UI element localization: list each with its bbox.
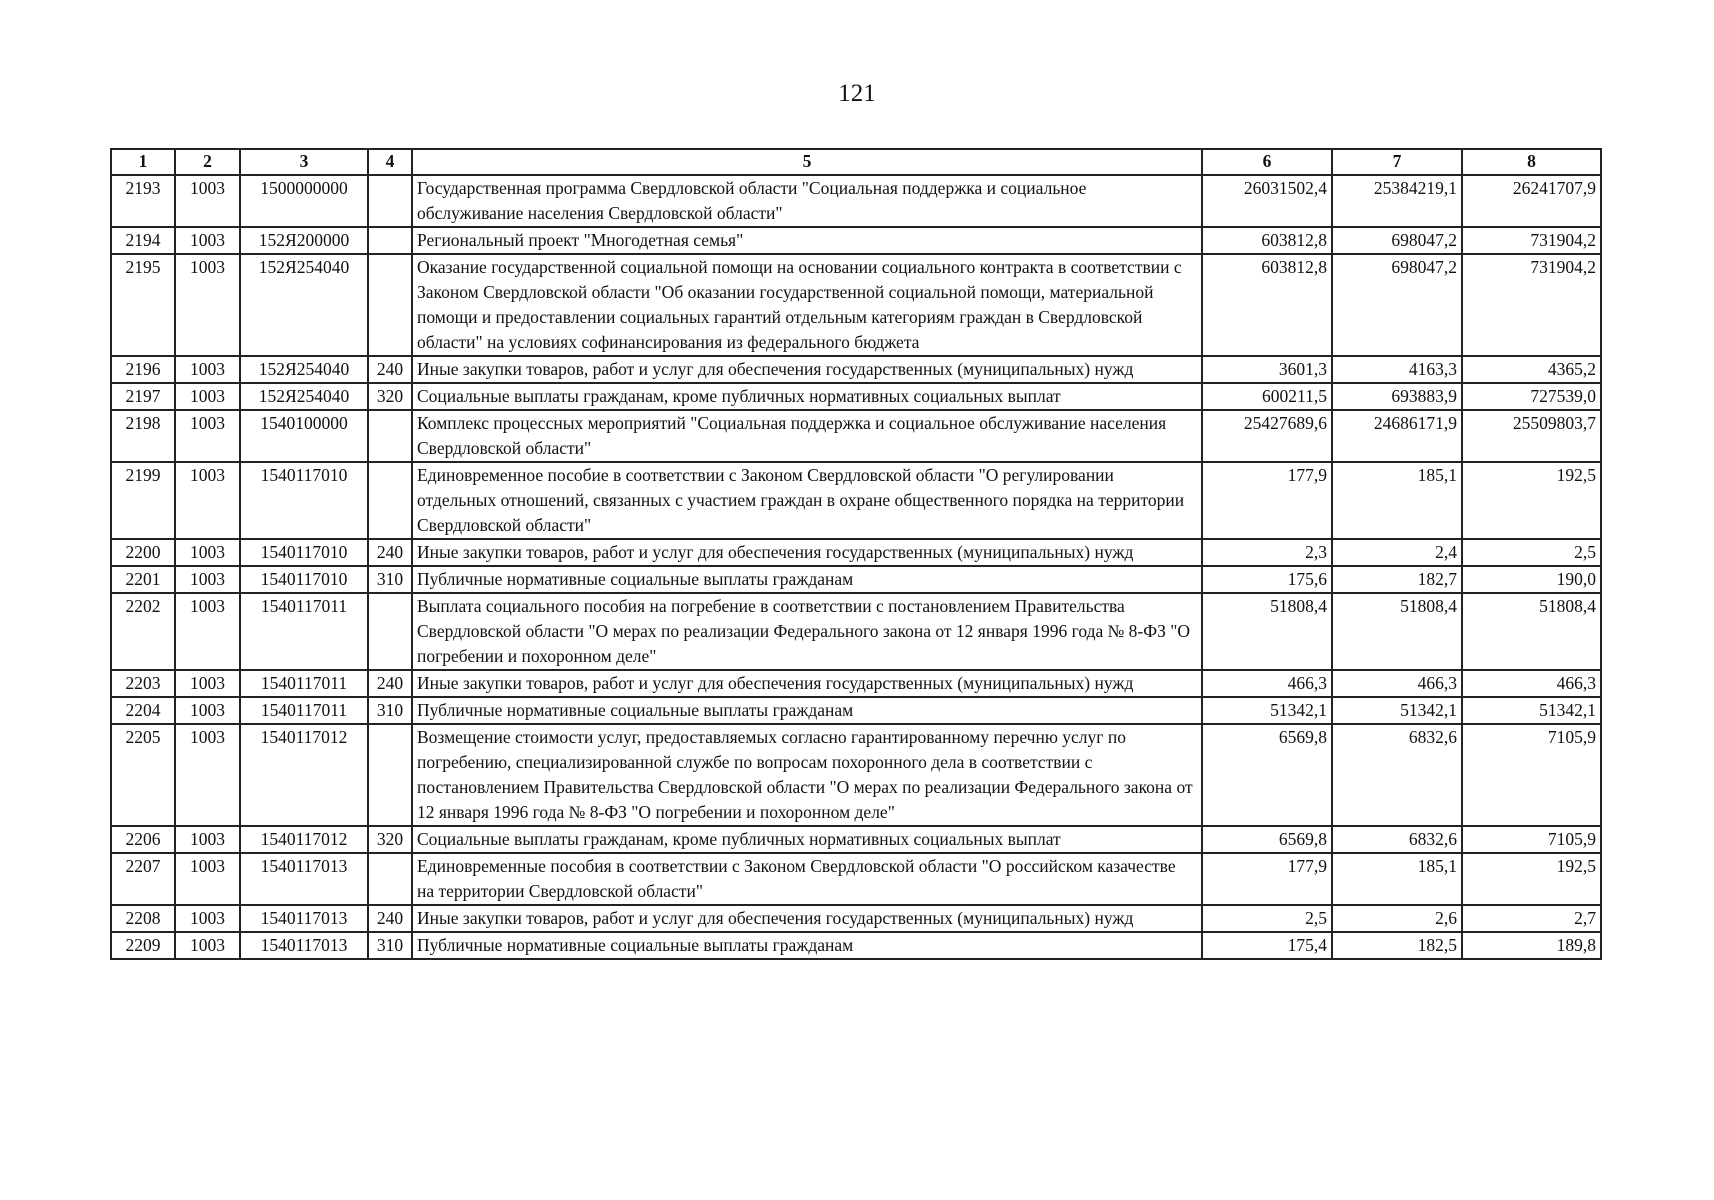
expense-type-cell: 240 xyxy=(368,539,412,566)
section-code-cell: 1003 xyxy=(175,462,240,539)
table-row xyxy=(111,905,1601,932)
table-row xyxy=(111,175,1601,227)
row-number-cell: 2204 xyxy=(111,697,175,724)
description-cell: Комплекс процессных мероприятий "Социальная поддержка и социальное обслуживание населения Свердловской области" xyxy=(412,410,1202,462)
header-cell: 1 xyxy=(111,149,175,175)
header-cell: 6 xyxy=(1202,149,1332,175)
description-cell: Оказание государственной социальной помощи на основании социального контракта в соответствии с Законом Свердловской области "Об оказании государственной социальной помощи, материальной помощи и предоставлении социальных гарантий отдельным категориям граждан в Свердловской области" на условиях софинансирования из федерального бюджета xyxy=(412,254,1202,356)
table-row xyxy=(111,383,1601,410)
table-row xyxy=(111,410,1601,462)
section-code-cell: 1003 xyxy=(175,932,240,959)
amount-col8-cell: 25509803,7 xyxy=(1462,410,1601,462)
amount-col8-cell: 189,8 xyxy=(1462,932,1601,959)
table-row xyxy=(111,697,1601,724)
amount-col8-cell: 7105,9 xyxy=(1462,826,1601,853)
header-row xyxy=(111,149,1601,175)
amount-col6-cell: 603812,8 xyxy=(1202,254,1332,356)
expense-type-cell xyxy=(368,462,412,539)
expense-type-cell: 310 xyxy=(368,566,412,593)
expense-type-cell: 240 xyxy=(368,356,412,383)
section-code-cell: 1003 xyxy=(175,853,240,905)
budget-table xyxy=(110,148,1602,960)
amount-col7-cell: 25384219,1 xyxy=(1332,175,1462,227)
row-number-cell: 2203 xyxy=(111,670,175,697)
amount-col7-cell: 182,7 xyxy=(1332,566,1462,593)
amount-col6-cell: 175,6 xyxy=(1202,566,1332,593)
row-number-cell: 2206 xyxy=(111,826,175,853)
amount-col8-cell: 51342,1 xyxy=(1462,697,1601,724)
description-cell: Государственная программа Свердловской области "Социальная поддержка и социальное обслуживание населения Свердловской области" xyxy=(412,175,1202,227)
section-code-cell: 1003 xyxy=(175,566,240,593)
section-code-cell: 1003 xyxy=(175,826,240,853)
expense-type-cell: 320 xyxy=(368,826,412,853)
amount-col7-cell: 51808,4 xyxy=(1332,593,1462,670)
target-code-cell: 152Я254040 xyxy=(240,383,368,410)
amount-col6-cell: 600211,5 xyxy=(1202,383,1332,410)
row-number-cell: 2209 xyxy=(111,932,175,959)
row-number-cell: 2201 xyxy=(111,566,175,593)
section-code-cell: 1003 xyxy=(175,356,240,383)
header-cell: 2 xyxy=(175,149,240,175)
amount-col8-cell: 2,7 xyxy=(1462,905,1601,932)
amount-col6-cell: 3601,3 xyxy=(1202,356,1332,383)
description-cell: Публичные нормативные социальные выплаты гражданам xyxy=(412,697,1202,724)
table-body xyxy=(111,175,1601,959)
amount-col7-cell: 24686171,9 xyxy=(1332,410,1462,462)
row-number-cell: 2202 xyxy=(111,593,175,670)
section-code-cell: 1003 xyxy=(175,905,240,932)
section-code-cell: 1003 xyxy=(175,410,240,462)
row-number-cell: 2197 xyxy=(111,383,175,410)
amount-col8-cell: 7105,9 xyxy=(1462,724,1601,826)
header-cell: 4 xyxy=(368,149,412,175)
table-header xyxy=(111,149,1601,175)
description-cell: Выплата социального пособия на погребение в соответствии с постановлением Правительства Свердловской области "О мерах по реализации Федерального закона от 12 января 1996 года № 8-ФЗ "О погребении и похоронном деле" xyxy=(412,593,1202,670)
target-code-cell: 152Я254040 xyxy=(240,254,368,356)
section-code-cell: 1003 xyxy=(175,227,240,254)
table-row xyxy=(111,670,1601,697)
target-code-cell: 1500000000 xyxy=(240,175,368,227)
expense-type-cell: 310 xyxy=(368,932,412,959)
target-code-cell: 1540117011 xyxy=(240,670,368,697)
header-cell: 5 xyxy=(412,149,1202,175)
amount-col8-cell: 466,3 xyxy=(1462,670,1601,697)
target-code-cell: 1540117011 xyxy=(240,697,368,724)
target-code-cell: 1540117011 xyxy=(240,593,368,670)
table-row xyxy=(111,853,1601,905)
description-cell: Публичные нормативные социальные выплаты гражданам xyxy=(412,566,1202,593)
row-number-cell: 2208 xyxy=(111,905,175,932)
amount-col8-cell: 2,5 xyxy=(1462,539,1601,566)
expense-type-cell xyxy=(368,227,412,254)
row-number-cell: 2199 xyxy=(111,462,175,539)
row-number-cell: 2200 xyxy=(111,539,175,566)
section-code-cell: 1003 xyxy=(175,670,240,697)
expense-type-cell xyxy=(368,724,412,826)
row-number-cell: 2198 xyxy=(111,410,175,462)
amount-col8-cell: 731904,2 xyxy=(1462,227,1601,254)
amount-col7-cell: 4163,3 xyxy=(1332,356,1462,383)
amount-col6-cell: 177,9 xyxy=(1202,853,1332,905)
row-number-cell: 2205 xyxy=(111,724,175,826)
section-code-cell: 1003 xyxy=(175,724,240,826)
amount-col6-cell: 177,9 xyxy=(1202,462,1332,539)
description-cell: Иные закупки товаров, работ и услуг для обеспечения государственных (муниципальных) нужд xyxy=(412,356,1202,383)
row-number-cell: 2193 xyxy=(111,175,175,227)
target-code-cell: 1540117010 xyxy=(240,539,368,566)
target-code-cell: 1540117013 xyxy=(240,905,368,932)
description-cell: Единовременное пособие в соответствии с Законом Свердловской области "О регулировании отдельных отношений, связанных с участием граждан в охране общественного порядка на территории Свердловской области" xyxy=(412,462,1202,539)
table-row xyxy=(111,254,1601,356)
amount-col8-cell: 727539,0 xyxy=(1462,383,1601,410)
amount-col8-cell: 192,5 xyxy=(1462,853,1601,905)
amount-col6-cell: 2,5 xyxy=(1202,905,1332,932)
description-cell: Региональный проект "Многодетная семья" xyxy=(412,227,1202,254)
amount-col7-cell: 698047,2 xyxy=(1332,227,1462,254)
amount-col7-cell: 182,5 xyxy=(1332,932,1462,959)
description-cell: Иные закупки товаров, работ и услуг для обеспечения государственных (муниципальных) нужд xyxy=(412,670,1202,697)
amount-col6-cell: 603812,8 xyxy=(1202,227,1332,254)
amount-col8-cell: 731904,2 xyxy=(1462,254,1601,356)
amount-col8-cell: 4365,2 xyxy=(1462,356,1601,383)
amount-col7-cell: 6832,6 xyxy=(1332,724,1462,826)
page-number: 121 xyxy=(838,80,876,107)
section-code-cell: 1003 xyxy=(175,383,240,410)
amount-col7-cell: 185,1 xyxy=(1332,462,1462,539)
expense-type-cell: 320 xyxy=(368,383,412,410)
row-number-cell: 2195 xyxy=(111,254,175,356)
expense-type-cell xyxy=(368,410,412,462)
section-code-cell: 1003 xyxy=(175,593,240,670)
description-cell: Социальные выплаты гражданам, кроме публичных нормативных социальных выплат xyxy=(412,826,1202,853)
amount-col6-cell: 6569,8 xyxy=(1202,826,1332,853)
amount-col7-cell: 2,6 xyxy=(1332,905,1462,932)
description-cell: Социальные выплаты гражданам, кроме публичных нормативных социальных выплат xyxy=(412,383,1202,410)
target-code-cell: 1540117013 xyxy=(240,853,368,905)
table-row xyxy=(111,539,1601,566)
header-cell: 7 xyxy=(1332,149,1462,175)
amount-col6-cell: 2,3 xyxy=(1202,539,1332,566)
description-cell: Единовременные пособия в соответствии с Законом Свердловской области "О российском казачестве на территории Свердловской области" xyxy=(412,853,1202,905)
amount-col8-cell: 51808,4 xyxy=(1462,593,1601,670)
amount-col6-cell: 466,3 xyxy=(1202,670,1332,697)
amount-col7-cell: 2,4 xyxy=(1332,539,1462,566)
header-cell: 3 xyxy=(240,149,368,175)
expense-type-cell: 240 xyxy=(368,905,412,932)
row-number-cell: 2194 xyxy=(111,227,175,254)
section-code-cell: 1003 xyxy=(175,697,240,724)
amount-col7-cell: 6832,6 xyxy=(1332,826,1462,853)
row-number-cell: 2207 xyxy=(111,853,175,905)
table-row xyxy=(111,566,1601,593)
amount-col7-cell: 693883,9 xyxy=(1332,383,1462,410)
amount-col6-cell: 51808,4 xyxy=(1202,593,1332,670)
expense-type-cell xyxy=(368,175,412,227)
target-code-cell: 1540117013 xyxy=(240,932,368,959)
target-code-cell: 152Я254040 xyxy=(240,356,368,383)
section-code-cell: 1003 xyxy=(175,254,240,356)
target-code-cell: 1540117010 xyxy=(240,566,368,593)
table-row xyxy=(111,932,1601,959)
section-code-cell: 1003 xyxy=(175,539,240,566)
amount-col6-cell: 6569,8 xyxy=(1202,724,1332,826)
amount-col6-cell: 25427689,6 xyxy=(1202,410,1332,462)
description-cell: Возмещение стоимости услуг, предоставляемых согласно гарантированному перечню услуг по погребению, специализированной службе по вопросам похоронного дела в соответствии с постановлением Правительства Свердловской области "О мерах по реализации Федерального закона от 12 января 1996 года № 8-ФЗ "О погребении и похоронном деле" xyxy=(412,724,1202,826)
expense-type-cell xyxy=(368,593,412,670)
amount-col8-cell: 26241707,9 xyxy=(1462,175,1601,227)
table-row xyxy=(111,462,1601,539)
section-code-cell: 1003 xyxy=(175,175,240,227)
header-cell: 8 xyxy=(1462,149,1601,175)
amount-col7-cell: 698047,2 xyxy=(1332,254,1462,356)
amount-col8-cell: 190,0 xyxy=(1462,566,1601,593)
table-row xyxy=(111,826,1601,853)
description-cell: Публичные нормативные социальные выплаты гражданам xyxy=(412,932,1202,959)
amount-col7-cell: 466,3 xyxy=(1332,670,1462,697)
amount-col6-cell: 51342,1 xyxy=(1202,697,1332,724)
expense-type-cell xyxy=(368,254,412,356)
expense-type-cell: 240 xyxy=(368,670,412,697)
amount-col6-cell: 26031502,4 xyxy=(1202,175,1332,227)
expense-type-cell xyxy=(368,853,412,905)
expense-type-cell: 310 xyxy=(368,697,412,724)
target-code-cell: 1540117010 xyxy=(240,462,368,539)
target-code-cell: 1540117012 xyxy=(240,826,368,853)
table-row xyxy=(111,593,1601,670)
target-code-cell: 152Я200000 xyxy=(240,227,368,254)
amount-col6-cell: 175,4 xyxy=(1202,932,1332,959)
amount-col8-cell: 192,5 xyxy=(1462,462,1601,539)
target-code-cell: 1540117012 xyxy=(240,724,368,826)
description-cell: Иные закупки товаров, работ и услуг для обеспечения государственных (муниципальных) нужд xyxy=(412,905,1202,932)
table-row xyxy=(111,724,1601,826)
amount-col7-cell: 51342,1 xyxy=(1332,697,1462,724)
table-row xyxy=(111,356,1601,383)
target-code-cell: 1540100000 xyxy=(240,410,368,462)
amount-col7-cell: 185,1 xyxy=(1332,853,1462,905)
row-number-cell: 2196 xyxy=(111,356,175,383)
description-cell: Иные закупки товаров, работ и услуг для обеспечения государственных (муниципальных) нужд xyxy=(412,539,1202,566)
table-row xyxy=(111,227,1601,254)
